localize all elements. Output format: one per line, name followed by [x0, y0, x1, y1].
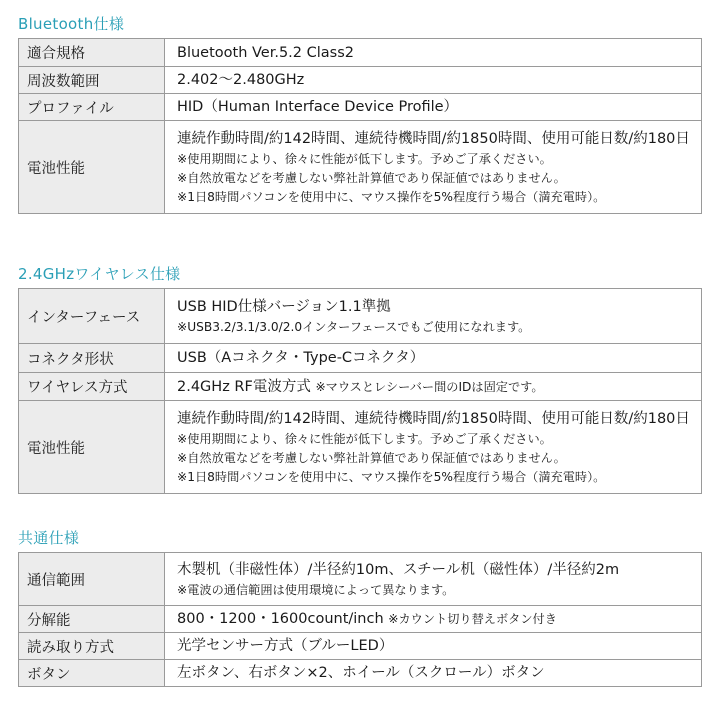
row-label: インターフェース: [19, 289, 165, 344]
row-value: [165, 344, 702, 373]
row-label: ボタン: [19, 660, 165, 687]
bluetooth-spec-section: [18, 14, 702, 214]
row-label: 読み取り方式: [19, 633, 165, 660]
table-row: [19, 373, 702, 401]
note-line: ※使用期間により、徐々に性能が低下します。予めご了承ください。: [177, 151, 552, 166]
inline-note: ※マウスとレシーバー間のIDは固定です。: [315, 379, 544, 394]
row-label: 適合規格: [19, 39, 165, 67]
value-line: [177, 608, 695, 630]
table-row: [19, 289, 702, 344]
value-line: USB（Aコネクタ・Type-Cコネクタ）: [177, 350, 425, 366]
row-value: [165, 67, 702, 94]
note-line: ※1日8時間パソコンを使用中に、マウス操作を5%程度行う場合（満充電時）。: [177, 469, 606, 484]
value-text: 2.4GHz RF電波方式: [177, 378, 316, 395]
value-line: 木製机（非磁性体）/半径約10m、スチール机（磁性体）/半径約2m: [177, 561, 620, 578]
row-value: [165, 94, 702, 121]
note-line: ※USB3.2/3.1/3.0/2.0インターフェースでもご使用になれます。: [177, 319, 531, 334]
note-line: ※自然放電などを考慮しない弊社計算値であり保証値ではありません。: [177, 170, 566, 185]
section-title: 共通仕様: [18, 529, 80, 547]
row-value: [165, 373, 702, 401]
wireless-spec-section: [18, 264, 702, 494]
value-line: Bluetooth Ver.5.2 Class2: [177, 44, 354, 61]
section-title: Bluetooth仕様: [18, 15, 125, 33]
row-label: 周波数範囲: [19, 67, 165, 94]
table-row: [19, 660, 702, 687]
row-value: [165, 660, 702, 687]
note-line: ※自然放電などを考慮しない弊社計算値であり保証値ではありません。: [177, 450, 566, 465]
row-label: 電池性能: [19, 401, 165, 494]
common-spec-section: [18, 528, 702, 687]
value-line: HID（Human Interface Device Profile）: [177, 99, 459, 115]
value-line: 連続作動時間/約142時間、連続待機時間/約1850時間、使用可能日数/約180日: [177, 410, 690, 427]
value-line: 光学センサー方式（ブルーLED）: [177, 638, 394, 654]
row-label: 分解能: [19, 606, 165, 633]
inline-note: ※カウント切り替えボタン付き: [388, 612, 557, 626]
table-row: [19, 67, 702, 94]
table-row: [19, 39, 702, 67]
section-title: 2.4GHzワイヤレス仕様: [18, 265, 181, 283]
row-label: 電池性能: [19, 121, 165, 214]
table-row: [19, 401, 702, 494]
table-row: [19, 121, 702, 214]
row-value: [165, 633, 702, 660]
table-row: [19, 94, 702, 121]
table-row: [19, 344, 702, 373]
value-text: 800・1200・1600count/inch: [177, 611, 389, 627]
value-line: 連続作動時間/約142時間、連続待機時間/約1850時間、使用可能日数/約180日: [177, 130, 690, 147]
row-value: [165, 553, 702, 606]
row-label: 通信範囲: [19, 553, 165, 606]
table-row: [19, 633, 702, 660]
row-value: [165, 289, 702, 344]
table-row: [19, 606, 702, 633]
spec-table: [18, 288, 702, 494]
row-label: コネクタ形状: [19, 344, 165, 373]
spec-table: [18, 38, 702, 214]
row-value: [165, 606, 702, 633]
row-value: [165, 401, 702, 494]
value-line: USB HID仕様バージョン1.1準拠: [177, 298, 391, 315]
note-line: ※使用期間により、徐々に性能が低下します。予めご了承ください。: [177, 431, 552, 446]
note-line: ※電波の通信範囲は使用環境によって異なります。: [177, 582, 455, 597]
row-value: [165, 39, 702, 67]
row-label: ワイヤレス方式: [19, 373, 165, 401]
row-label: プロファイル: [19, 94, 165, 121]
table-row: [19, 553, 702, 606]
row-value: [165, 121, 702, 214]
value-line: [177, 376, 695, 398]
spec-table: [18, 552, 702, 687]
value-line: 左ボタン、右ボタン×2、ホイール（スクロール）ボタン: [177, 665, 545, 681]
note-line: ※1日8時間パソコンを使用中に、マウス操作を5%程度行う場合（満充電時）。: [177, 189, 606, 204]
value-line: 2.402〜2.480GHz: [177, 72, 305, 88]
